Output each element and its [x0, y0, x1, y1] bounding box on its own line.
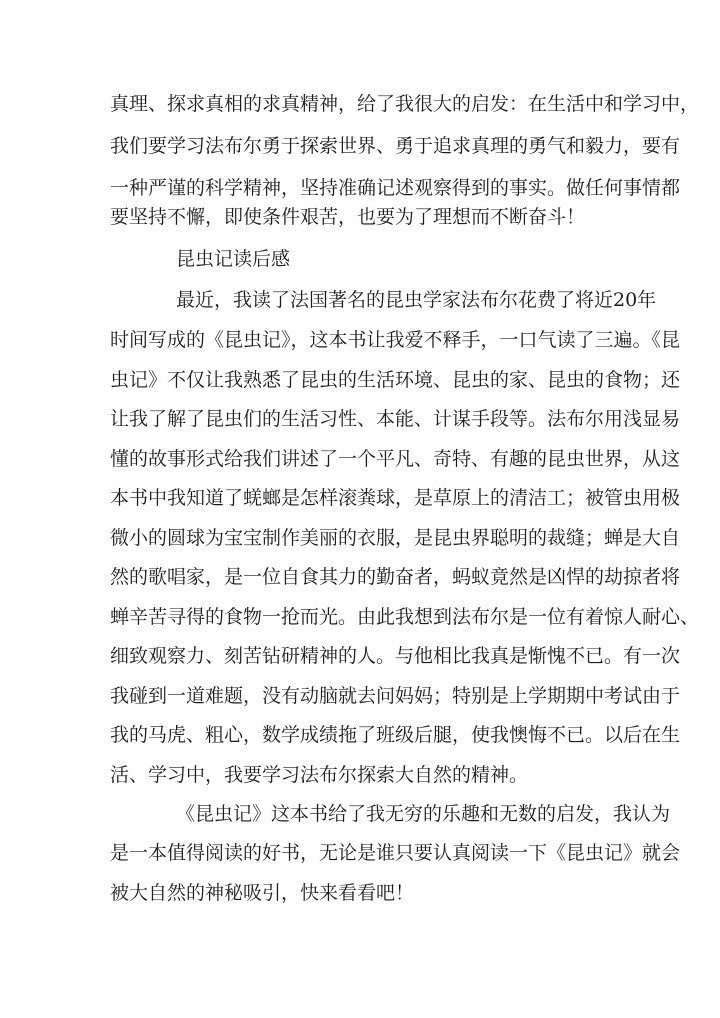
- paragraph-line: 时间写成的《昆虫记》，这本书让我爱不释手，一口气读了三遍。《昆: [110, 329, 681, 351]
- paragraph-line: 被大自然的神秘吸引，快来看看吧！: [110, 882, 415, 904]
- paragraph-line: 我的马虎、粗心，数学成绩拖了班级后腿，使我懊悔不已。以后在生: [110, 724, 681, 746]
- paragraph-line: 懂的故事形式给我们讲述了一个平凡、奇特、有趣的昆虫世界，从这: [110, 448, 681, 470]
- paragraph-line: 虫记》不仅让我熟悉了昆虫的生活环境、昆虫的家、昆虫的食物；还: [110, 369, 681, 391]
- paragraph-line: 最近，我读了法国著名的昆虫学家法布尔花费了将近20年: [176, 289, 657, 311]
- paragraph-line: 是一本值得阅读的好书，无论是谁只要认真阅读一下《昆虫记》就会: [110, 842, 681, 864]
- paragraph-line: 细致观察力、刻苦钻研精神的人。与他相比我真是惭愧不已。有一次: [110, 645, 681, 667]
- paragraph-line: 活、学习中，我要学习法布尔探索大自然的精神。: [110, 764, 529, 786]
- paragraph-line: 然的歌唱家，是一位自食其力的勤奋者，蚂蚁竟然是凶悍的劫掠者将: [110, 566, 681, 588]
- essay-title: 昆虫记读后感: [176, 248, 291, 270]
- continuation-line: 我们要学习法布尔勇于探索世界、勇于追求真理的勇气和毅力，要有: [110, 135, 681, 157]
- paragraph-line: 蝉辛苦寻得的食物一抢而光。由此我想到法布尔是一位有着惊人耐心、: [110, 606, 700, 628]
- continuation-line: 一种严谨的科学精神，坚持准确记述观察得到的事实。做任何事情都: [110, 177, 681, 199]
- continuation-line: 真理、探求真相的求真精神，给了我很大的启发：在生活中和学习中，: [110, 93, 700, 115]
- paragraph-line: 《昆虫记》这本书给了我无穷的乐趣和无数的启发，我认为: [176, 803, 671, 825]
- paragraph-line: 本书中我知道了蜣螂是怎样滚粪球，是草原上的清洁工；被管虫用极: [110, 487, 681, 509]
- paragraph-line: 让我了解了昆虫们的生活习性、本能、计谋手段等。法布尔用浅显易: [110, 408, 681, 430]
- paragraph-line: 微小的圆球为宝宝制作美丽的衣服，是昆虫界聪明的裁缝；蝉是大自: [110, 527, 681, 549]
- continuation-line: 要坚持不懈，即使条件艰苦，也要为了理想而不断奋斗！: [110, 206, 586, 228]
- paragraph-line: 我碰到一道难题，没有动脑就去问妈妈；特别是上学期期中考试由于: [110, 685, 681, 707]
